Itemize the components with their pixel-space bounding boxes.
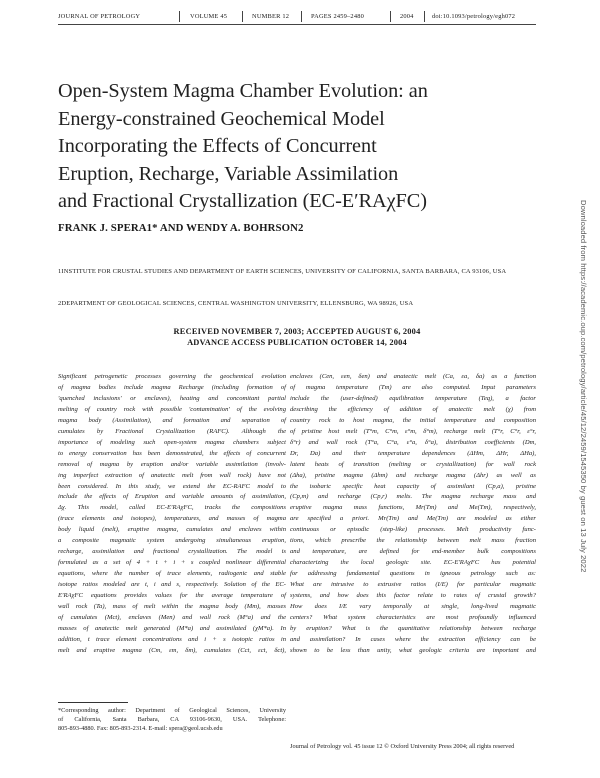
abstract-line: Δχ. This model, called EC-E′RAχFC, tracks the compositions [58, 504, 286, 512]
header-divider [242, 11, 243, 22]
abstract-line: to energy conservation has been demonstrated, the effects of concurrent [58, 449, 286, 457]
article-doi[interactable]: doi:10.1093/petrology/egh072 [432, 13, 516, 20]
abstract-line: (trace elements and isotopes), temperatures, and masses of magma [58, 515, 286, 523]
abstract-line: isotope ratios modeled are t, i and s, respectively. Solution of the EC- [58, 581, 286, 589]
abstract-line: melt and eruptive magma (Cm, εm, δm), cumulates (Cct, εct, δct), [58, 646, 286, 654]
affiliation-1: 1INSTITUTE FOR CRUSTAL STUDIES AND DEPARTMENT OF EARTH SCIENCES, UNIVERSITY OF CALIFORNIA, SANTA BARBARA, CA 93106, USA [58, 268, 507, 275]
abstract-line: cumulates by Fractional Crystallization (RAFC). Although the [58, 427, 286, 435]
abstract-line: include the effects of Eruption and variable amounts of assimilation, [58, 493, 286, 501]
journal-year: 2004 [400, 13, 414, 20]
header-divider [390, 11, 391, 22]
abstract-line: enclaves (Cen, εen, δen) and anatectic melt (Ca, εa, δa) as a function [290, 373, 536, 380]
abstract-line: a composite magmatic system undergoing simultaneous eruption, [58, 537, 286, 545]
footnote-line: *Corresponding author: Department of Geological Sciences, University [58, 707, 286, 714]
title-line: Energy-constrained Geochemical Model [58, 107, 385, 130]
abstract-line: formulated as a set of 4 + t + i + s coupled nonlinear differential [58, 559, 286, 567]
abstract-line: Dr, Da) and their temperature dependences (ΔHm, ΔHr, ΔHa), [290, 449, 536, 457]
abstract-line: for addressing fundamental questions in igneous petrology such as: [290, 570, 536, 578]
abstract-line: continuous or episodic (step-like) processes. Melt productivity func- [290, 526, 536, 534]
abstract-line: wall rock (Ta), mass of melt within the magma body (Mm), masses [58, 603, 286, 611]
journal-pages: PAGES 2459–2480 [311, 13, 365, 20]
footnote-line: 805-893-4880. Fax: 805-893-2314. E-mail: spera@geol.ucsb.edu [58, 724, 223, 732]
abstract-line: (Δha), pristine magma (Δhm) and recharge magma (Δhr) as well as [290, 471, 536, 479]
abstract-line: latent heats of transition (melting or crystallization) for wall rock [290, 460, 536, 468]
abstract-line: masses of anatectic melt generated (M*a) and assimilated (χM*a). In [58, 624, 286, 632]
abstract-line: δ°r) and wall rock (T°a, C°a, ε°a, δ°a), distribution coefficients (Dm, [290, 438, 536, 446]
abstract-line: addition, t trace element concentrations and i + s isotopic ratios in [58, 635, 286, 643]
abstract-line: shown to be less than unity, what geologic criteria are important and [290, 646, 536, 654]
affiliation-2: 2DEPARTMENT OF GEOLOGICAL SCIENCES, CENTRAL WASHINGTON UNIVERSITY, ELLENSBURG, WA 98926, USA [58, 300, 414, 307]
author-list: FRANK J. SPERA1* AND WENDY A. BOHRSON2 [58, 222, 304, 234]
abstract-line: body liquid (melt), eruptive magma, cumulates and enclaves within [58, 526, 286, 534]
abstract-line: of pristine host melt (T°m, C°m, ε°m, δ°m), recharge melt (T°r, C°r, ε°r, [290, 427, 536, 435]
journal-volume: VOLUME 45 [190, 13, 228, 20]
abstract-line: include the (user-defined) equilibration temperature (Teq), a factor [290, 394, 536, 402]
abstract-line: (Cp,m) and recharge (Cp,r) melts. The magma recharge mass and [290, 493, 536, 501]
advance-access-date: ADVANCE ACCESS PUBLICATION OCTOBER 14, 2004 [187, 338, 407, 347]
title-line: Incorporating the Effects of Concurrent [58, 135, 377, 158]
title-line: Eruption, Recharge, Variable Assimilation [58, 162, 399, 185]
abstract-line: recharge, assimilation and fractional crystallization. The model is [58, 548, 286, 556]
abstract-line: centers? What system characteristics are most profoundly influenced [290, 613, 536, 621]
abstract-line: characterizing the local geologic site. EC-E′RAχFC has potential [290, 559, 536, 567]
title-line: and Fractional Crystallization (EC-E′RAχFC) [58, 190, 427, 213]
abstract-line: and assimilation? In cases where the extraction efficiency can be [290, 635, 536, 643]
header-rule [58, 24, 536, 25]
abstract-line: How does I/E vary temporally at single, long-lived magmatic [290, 603, 536, 611]
copyright-line: Journal of Petrology vol. 45 issue 12 © Oxford University Press 2004; all rights reserved [290, 743, 515, 750]
abstract-line: importance of modeling such open-system magma chambers subject [58, 438, 286, 446]
abstract-line: Significant petrogenetic processes governing the geochemical evolution [58, 373, 286, 380]
abstract-left-column [58, 372, 286, 657]
abstract-line: of cumulates (Mct), enclaves (Men) and wall rock (M°a) and the [58, 613, 286, 621]
journal-number: NUMBER 12 [252, 13, 290, 20]
journal-name: JOURNAL OF PETROLOGY [58, 13, 141, 20]
abstract-line: country rock to host magma, the initial temperature and composition [290, 416, 536, 424]
abstract-line: melting of country rock with possible 'contamination' of the evolving [58, 405, 286, 413]
abstract-line: ing imperfect extraction of anatectic melt from wall rock) have not [58, 471, 286, 479]
abstract-line: E′RAχFC equations provides values for the average temperature of [58, 592, 286, 600]
abstract-line: describing the efficiency of addition of anatectic melt (χ) from [290, 405, 536, 413]
abstract-line: the isobaric specific heat capacity of assimilant (Cp,a), pristine [290, 482, 536, 490]
header-divider [301, 11, 302, 22]
abstract-line: tions, which prescribe the relationship between melt mass fraction [290, 537, 536, 545]
download-watermark: Downloaded from https://academic.oup.com/petrology/article/45/12/2459/1545350 by guest on 13 July 2022 [579, 200, 588, 573]
journal-header [58, 10, 536, 24]
abstract-right-column [290, 372, 536, 657]
abstract-line: by eruption? What is the quantitative relationship between recharge [290, 624, 536, 632]
article-title [58, 78, 528, 216]
abstract-line: magma body (Assimilation), and formation and separation of [58, 416, 286, 424]
header-divider [424, 11, 425, 22]
abstract-line: removal of magma by eruption and/or variable assimilation (involv- [58, 460, 286, 468]
abstract-line: and temperature, are defined for end-member bulk compositions [290, 548, 536, 556]
abstract-line: 'quenched inclusions' or enclaves), heating and concomitant partial [58, 394, 286, 402]
abstract-line: equations, where the number of trace elements, radiogenic and stable [58, 570, 286, 578]
abstract-line: eruptive magma mass functions, Mr(Tm) and Me(Tm), respectively, [290, 504, 536, 512]
corresponding-author-footnote [58, 707, 286, 733]
abstract-line: of magma temperature (Tm) are also computed. Input parameters [290, 383, 536, 391]
abstract-line: systems, and how does this factor relate to rates of crustal growth? [290, 592, 536, 600]
title-line: Open-System Magma Chamber Evolution: an [58, 80, 428, 102]
header-divider [179, 11, 180, 22]
abstract-line: been considered. In this study, we extend the EC-RAFC model to [58, 482, 286, 490]
footnote-line: of California, Santa Barbara, CA 93106-9630, USA. Telephone: [58, 715, 286, 723]
abstract-line: What are intrusive to extrusive ratios (I/E) for particular magmatic [290, 581, 536, 589]
abstract-line: of magma bodies include magma Recharge (including formation of [58, 383, 286, 391]
received-accepted-dates: RECEIVED NOVEMBER 7, 2003; ACCEPTED AUGUST 6, 2004 [173, 327, 421, 336]
footnote-rule [58, 702, 128, 703]
abstract-line: are specified a priori. Mr(Tm) and Me(Tm) are modeled as either [290, 515, 536, 523]
